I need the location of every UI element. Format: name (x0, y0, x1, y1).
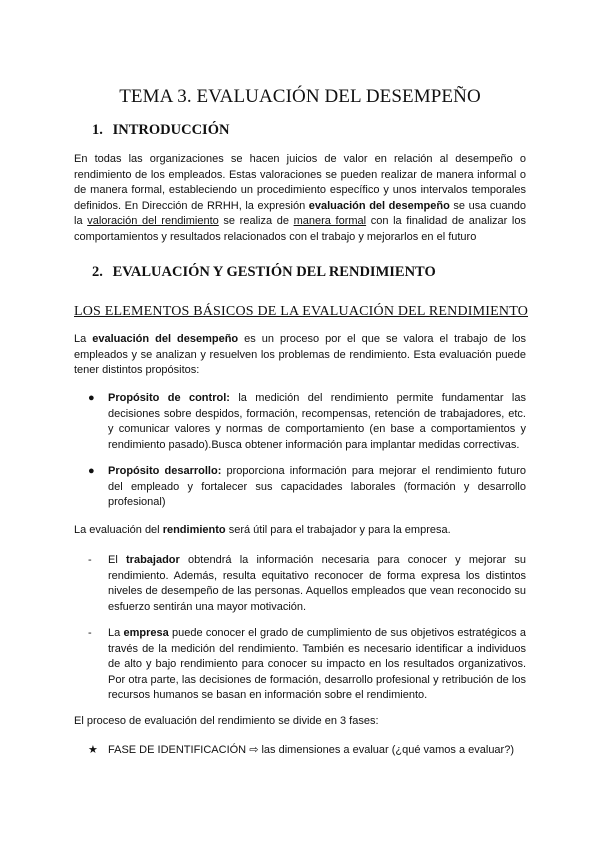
bullet-marker: ● (88, 392, 95, 404)
arrow-right-icon: ⇨ (249, 744, 259, 756)
useful-bold: rendimiento (162, 524, 226, 536)
section-2-number: 2. (92, 264, 103, 280)
dash-text: obtendrá la información necesaria para conocer y mejorar su rendimiento. Además, resulta equitativo reconocer de forma expresa los distintos niveles de desempeño de las personas. Aquellos empleados que vean reconocido su esfuerzo sentirán una mayor motivación. (108, 554, 526, 613)
section-2-heading (92, 264, 436, 281)
introduction-paragraph (74, 152, 526, 246)
dash-text-prefix: El (108, 554, 127, 566)
section-1-number: 1. (92, 122, 103, 138)
subsection-heading: LOS ELEMENTOS BÁSICOS DE LA EVALUACIÓN DEL RENDIMIENTO (74, 304, 529, 319)
page-title: TEMA 3. EVALUACIÓN DEL DESEMPEÑO (119, 86, 481, 107)
useful-text-2: será útil para el trabajador y para la empresa. (225, 524, 451, 536)
eval-intro-text-2: es un proceso por el que se valora el trabajo de los empleados y se analizan y resuelven los problemas de rendimiento. Esta evaluación puede tener distintos propósitos: (74, 333, 527, 377)
phases-intro-paragraph: El proceso de evaluación del rendimiento se divide en 3 fases: (74, 715, 379, 727)
bullet-bold-label: Propósito desarrollo: (108, 465, 222, 477)
bullet-marker: ● (88, 465, 95, 477)
intro-text-3: se realiza de (218, 215, 294, 228)
evaluation-intro-paragraph (74, 332, 526, 379)
section-1-title: INTRODUCCIÓN (112, 122, 230, 138)
dash-item-worker (88, 553, 526, 615)
bullet-item-development (88, 464, 526, 511)
dash-bold-label: trabajador (126, 554, 180, 566)
intro-text-1: En todas las organizaciones se hacen juicios de valor en relación al desempeño o rendimiento de los empleados. Estas valoraciones se pueden realizar de manera informal o de manera formal, estableciendo un procedimiento específico y unos intervalos temporales definidos. En Dirección de RRHH, la expresión (74, 153, 526, 212)
dash-text: puede conocer el grado de cumplimiento de sus objetivos estratégicos a través de la medición del rendimiento. También es necesario identificar a individuos de alto y bajo rendimiento para conocer su impacto en los resultados organizativos. Por otra parte, las decisiones de formación, desarrollo profesional y retribución de los recursos humanos se basan en información sobre el rendimiento. (108, 627, 527, 702)
dash-text-prefix: La (108, 627, 124, 639)
intro-text-4: con la finalidad de analizar los comportamientos y resultados relacionados con el trabajo y mejorarlos en el futuro (74, 215, 526, 243)
dash-bold-label: empresa (123, 627, 169, 639)
section-2-title: EVALUACIÓN Y GESTIÓN DEL RENDIMIENTO (112, 264, 436, 280)
usefulness-paragraph (74, 523, 526, 539)
intro-bold-term: evaluación del desempeño (308, 199, 450, 212)
phase-label: FASE DE IDENTIFICACIÓN (108, 744, 247, 756)
bullet-text: la medición del rendimiento permite fundamentar las decisiones sobre despidos, formación, recompensas, retención de trabajadores, etc. y comunicar valores y normas de comportamiento (en base a comportamientos y rendimiento pasado).Busca obtener información para implantar medidas correctivas. (108, 392, 526, 451)
bullet-text: proporciona información para mejorar el rendimiento futuro del empleado y fortalecer sus capacidades laborales (formación y desarrollo profesional) (108, 465, 526, 509)
bullet-item-control (88, 391, 526, 453)
phase-item-identification (88, 743, 526, 759)
intro-text-2: se usa cuando la (74, 199, 526, 228)
intro-underlined-2: manera formal (293, 215, 367, 228)
eval-intro-text-1: La (74, 333, 93, 345)
dash-marker: - (88, 554, 92, 566)
intro-underlined-1: valoración del rendimiento (87, 215, 219, 228)
dash-marker: - (88, 627, 92, 639)
section-1-heading (92, 122, 229, 139)
bullet-bold-label: Propósito de control: (108, 392, 230, 404)
useful-text-1: La evaluación del (74, 524, 163, 536)
eval-intro-bold: evaluación del desempeño (92, 333, 239, 345)
star-icon: ★ (88, 744, 98, 756)
dash-item-company (88, 626, 526, 704)
phase-text: las dimensiones a evaluar (¿qué vamos a evaluar?) (258, 744, 514, 756)
